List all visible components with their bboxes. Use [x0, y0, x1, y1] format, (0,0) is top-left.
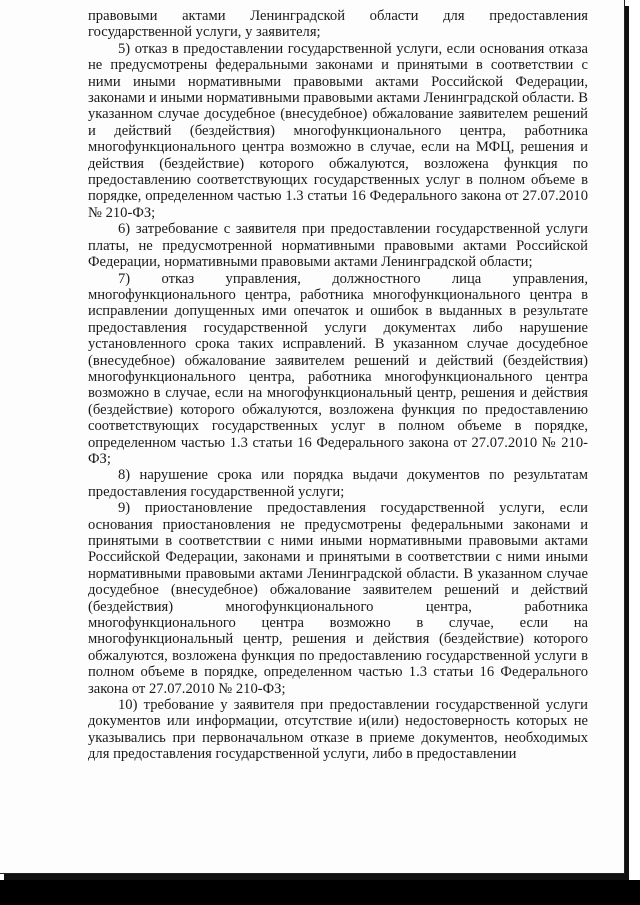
paragraph-item-6: 6) затребование с заявителя при предоставлении государственной услуги платы, не предусмотренной нормативными правовыми актами Российской Федерации, нормативными правовыми актами Ленинградской области; — [88, 221, 588, 271]
scan-bottom-border — [0, 880, 640, 905]
document-body — [88, 8, 588, 763]
paragraph-item-10: 10) требование у заявителя при предоставлении государственной услуги документов или информации, отсутствие и(или) недостоверность которых не указывались при первоначальном отказе в приеме документов, необходимых для предоставления государственной услуги, либо в предоставлении — [88, 697, 588, 763]
paragraph-continuation: правовыми актами Ленинградской области для предоставления государственной услуги, у заявителя; — [88, 8, 588, 41]
paragraph-item-7: 7) отказ управления, должностного лица управления, многофункционального центра, работника многофункционального центра в исправлении допущенных ими опечаток и ошибок в выданных в результате предоставления государственной услуги документах либо нарушение установленного срока таких исправлений. В указанном случае досудебное (внесудебное) обжалование заявителем решений и действий (бездействия) многофункционального центра, работника многофункционального центра возможно в случае, если на многофункциональный центр, решения и действия (бездействие) которого обжалуются, возложена функция по предоставлению соответствующих государственных услуг в полном объеме в порядке, определенном частью 1.3 статьи 16 Федерального закона от 27.07.2010 № 210-ФЗ; — [88, 270, 588, 467]
paragraph-item-8: 8) нарушение срока или порядка выдачи документов по результатам предоставления государственной услуги; — [88, 467, 588, 500]
paragraph-item-5: 5) отказ в предоставлении государственной услуги, если основания отказа не предусмотрены федеральными законами и принятыми в соответствии с ними иными нормативными правовыми актами Российской Федерации, законами и иными нормативными правовыми актами Ленинградской области. В указанном случае досудебное (внесудебное) обжалование заявителем решений и действий (бездействия) многофункционального центра, работника многофункционального центра возможно в случае, если на МФЦ, решения и действия (бездействие) которого обжалуются, возложена функция по предоставлению соответствующих государственных услуг в полном объеме в порядке, определенном частью 1.3 статьи 16 Федерального закона от 27.07.2010 № 210-ФЗ; — [88, 40, 588, 221]
paragraph-item-9: 9) приостановление предоставления государственной услуги, если основания приостановления не предусмотрены федеральными законами и принятыми в соответствии с ними иными нормативными правовыми актами Российской Федерации, законами и принятыми в соответствии с ними иными нормативными правовыми актами Ленинградской области. В указанном случае досудебное (внесудебное) обжалование заявителем решений и действий (бездействия) многофункционального центра, работника многофункционального центра возможно в случае, если на многофункциональный центр, решения и действия (бездействие) которого обжалуются, возложена функция по предоставлению государственной услуги в полном объеме в порядке, определенном частью 1.3 статьи 16 Федерального закона от 27.07.2010 № 210-ФЗ; — [88, 500, 588, 697]
